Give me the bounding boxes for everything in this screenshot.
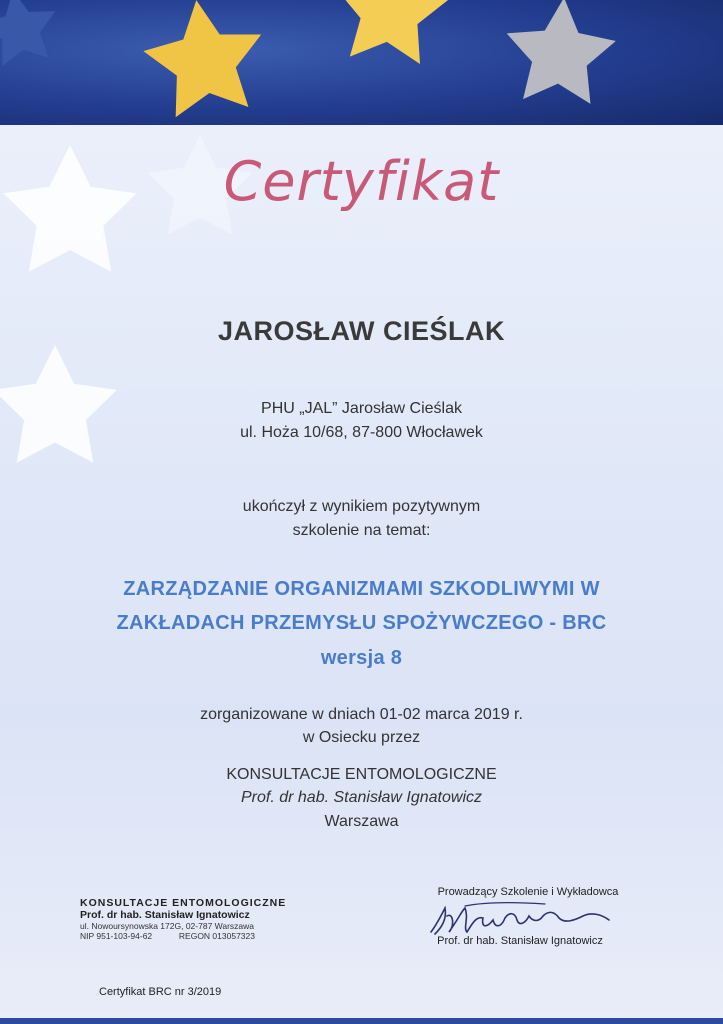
company-line: PHU „JAL” Jarosław Cieślak <box>261 400 462 417</box>
organizer-name: KONSULTACJE ENTOMOLOGICZNE <box>226 766 497 783</box>
completion-line: ukończył z wynikiem pozytywnym <box>242 498 481 515</box>
training-topic-line: ZAKŁADACH PRZEMYSŁU SPOŻYWCZEGO - BRC <box>116 612 607 634</box>
training-topic-version: wersja 8 <box>320 647 403 669</box>
organizer-person: Prof. dr hab. Stanisław Ignatowicz <box>240 789 482 806</box>
certificate-title: Certyfikat <box>223 150 500 213</box>
stamp-line: ul. Nowoursynowska 172G, 02-787 Warszawa <box>80 921 255 931</box>
lecturer-label: Prowadzący Szkolenie i Wykładowca <box>437 886 619 898</box>
company-stamp <box>80 897 286 941</box>
organizer-city: Warszawa <box>324 813 399 830</box>
stamp-regon: REGON 013057323 <box>178 931 255 941</box>
organized-place-line: w Osiecku przez <box>302 729 421 746</box>
stamp-line: KONSULTACJE ENTOMOLOGICZNE <box>80 897 287 909</box>
organized-date-line: zorganizowane w dniach 01-02 marca 2019 r. <box>200 706 523 723</box>
stamp-nip: NIP 951-103-94-62 <box>80 931 153 941</box>
address-line: ul. Hoża 10/68, 87-800 Włocławek <box>240 424 483 441</box>
stamp-line <box>80 931 286 941</box>
recipient-name: JAROSŁAW CIEŚLAK <box>217 316 506 346</box>
completion-line: szkolenie na temat: <box>292 522 431 539</box>
lecturer-name: Prof. dr hab. Stanisław Ignatowicz <box>437 935 603 947</box>
stamp-line: Prof. dr hab. Stanisław Ignatowicz <box>80 909 250 921</box>
bottom-flag-strip <box>0 1018 723 1024</box>
certificate-number: Certyfikat BRC nr 3/2019 <box>99 986 222 998</box>
training-topic-line: ZARZĄDZANIE ORGANIZMAMI SZKODLIWYMI W <box>123 578 600 600</box>
